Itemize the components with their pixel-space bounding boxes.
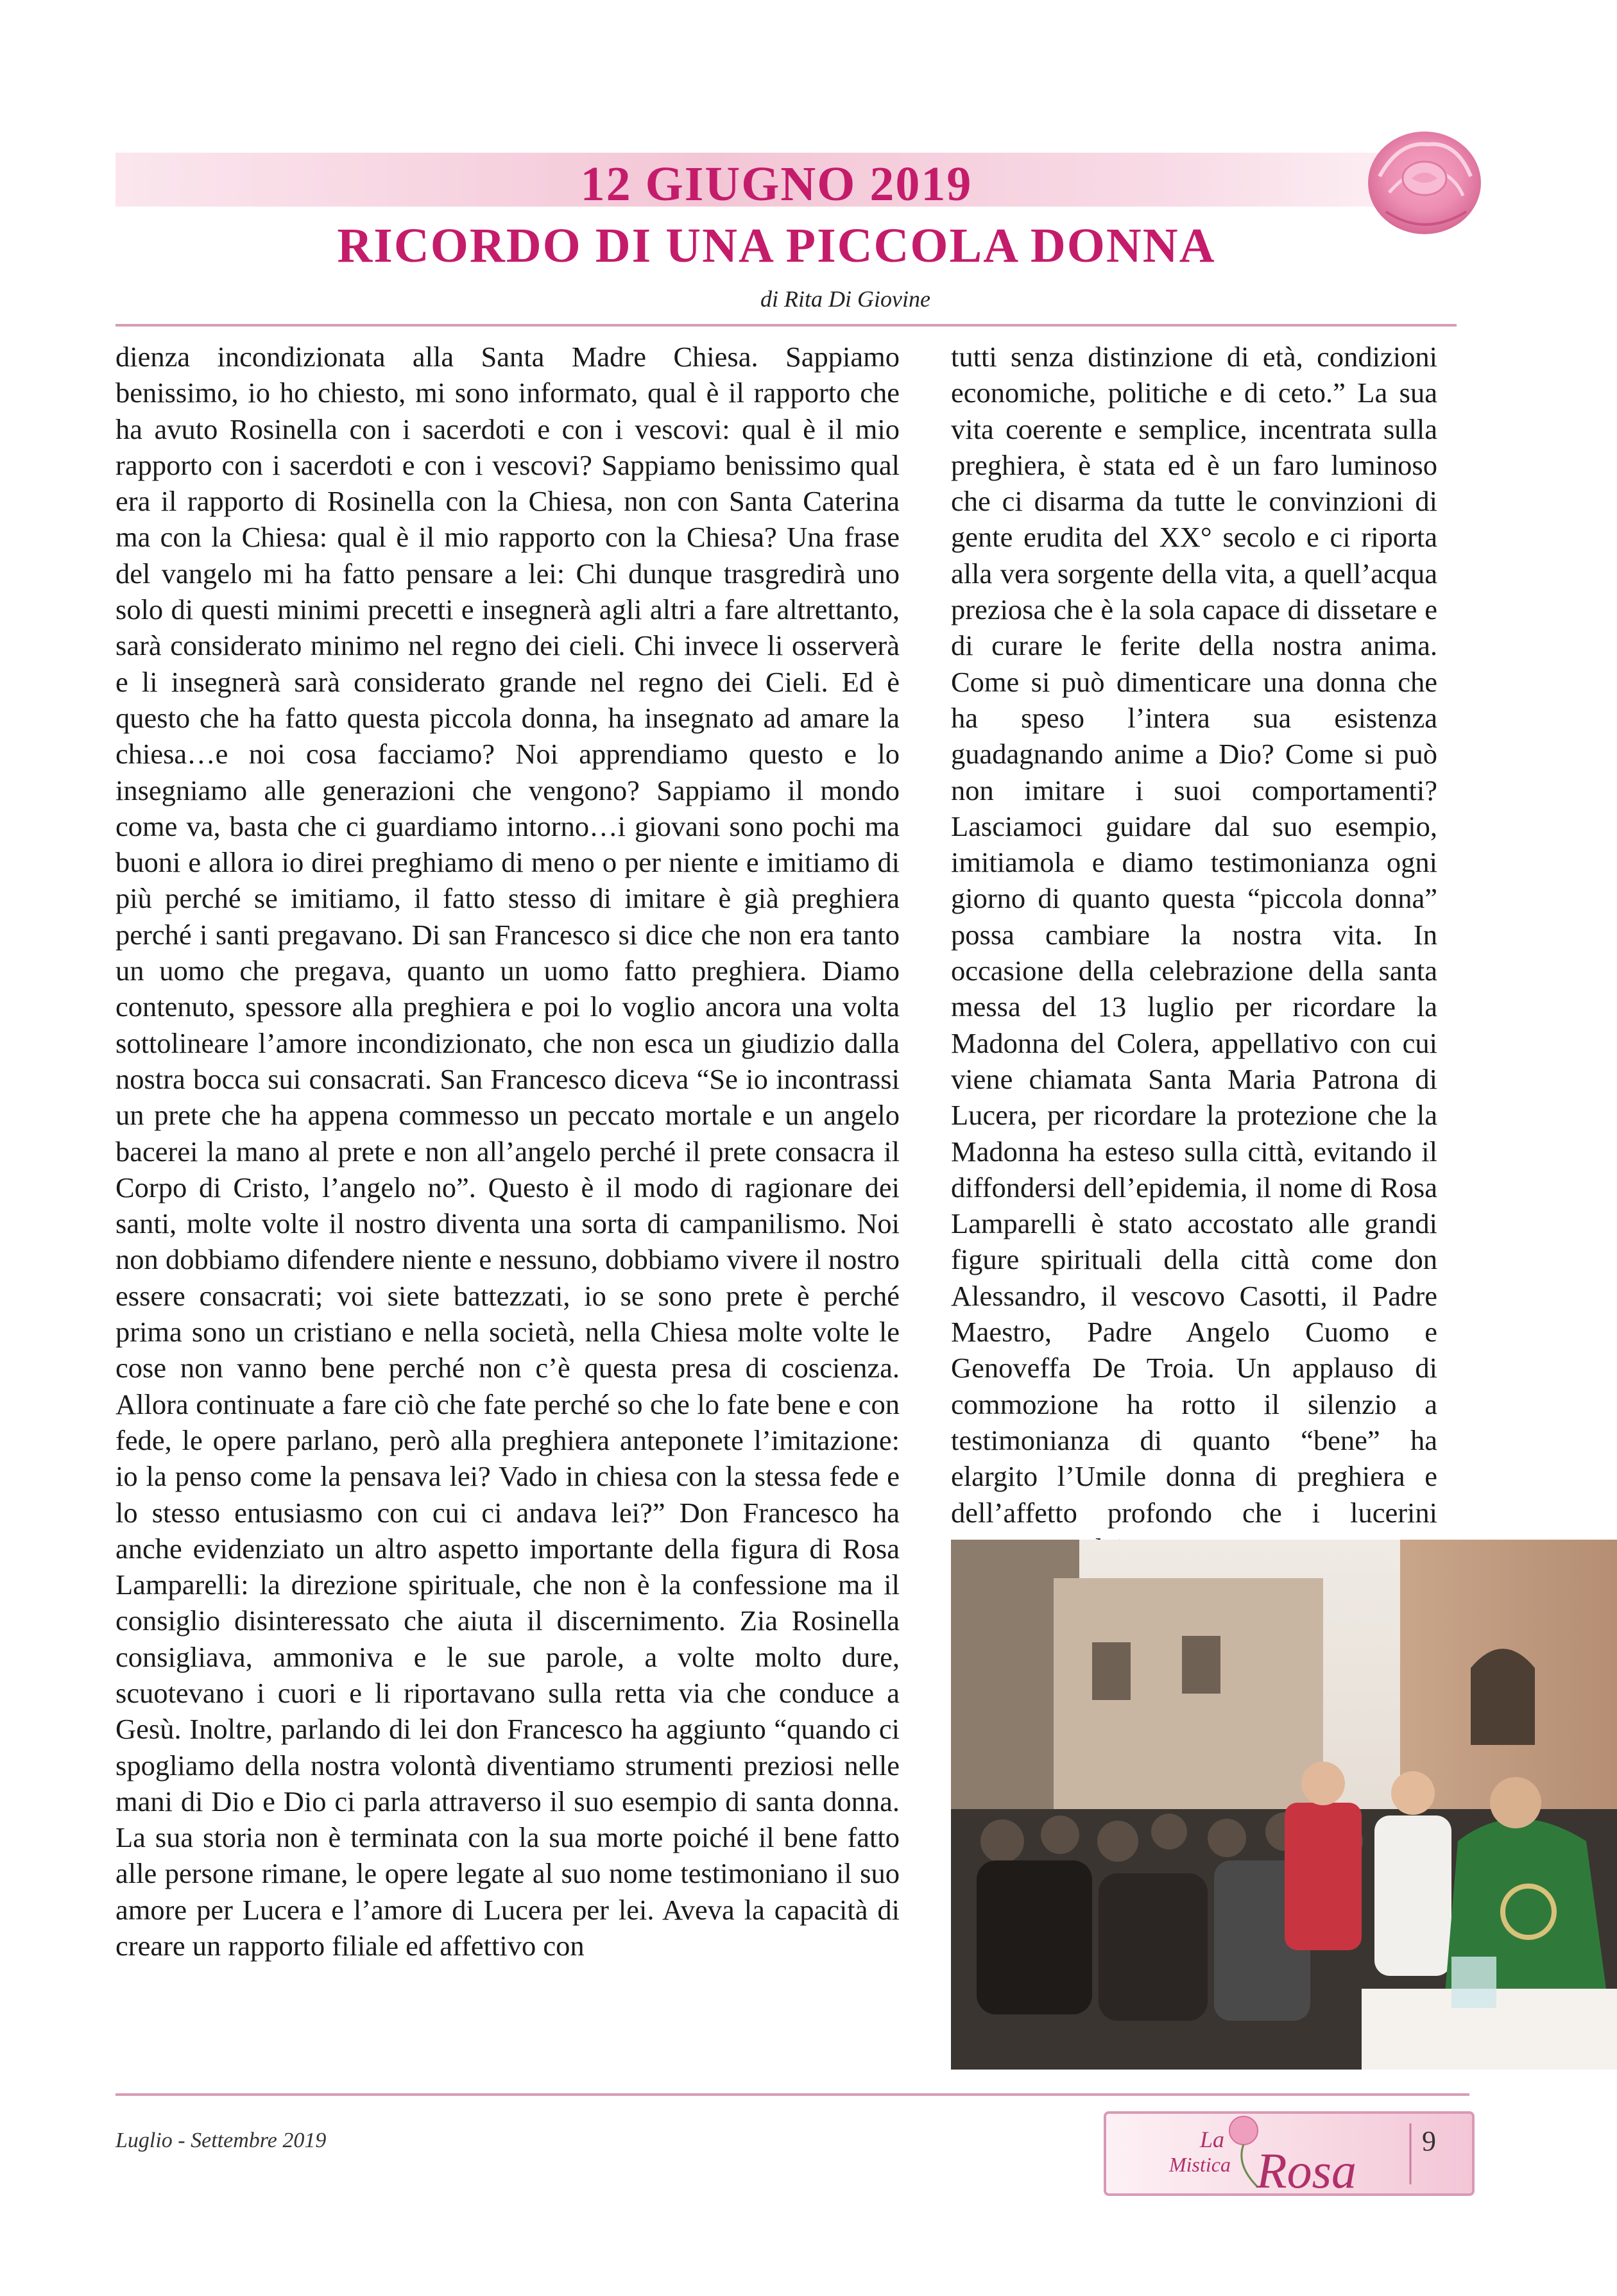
logo-rosa: Rosa — [1256, 2143, 1356, 2198]
page-number: 9 — [1422, 2125, 1436, 2157]
event-photo — [951, 1540, 1617, 2070]
logo-la: La — [1200, 2127, 1225, 2152]
article-title: RICORDO DI UNA PICCOLA DONNA — [337, 219, 1216, 273]
logo-mistica: Mistica — [1169, 2153, 1231, 2176]
footer-rule — [116, 2093, 1469, 2096]
article-column-left: dienza incondizionata alla Santa Madre Chiesa. Sappiamo benissimo, io ho chiesto, mi sono informato, qual è il rapporto che ha avuto Rosinella con i sacerdoti e con i vescovi: qual è il mio rapporto con i sacerdoti e con i vescovi? Sappiamo benissimo qual era il rapporto di Rosinella con la Chiesa, non con Santa Caterina ma con la Chiesa: qual è il mio rapporto con la Chiesa? Una frase del vangelo mi ha fatto pensare a lei: Chi dunque trasgredirà uno solo di questi minimi precetti e insegnerà agli altri a fare altrettanto, sarà considerato minimo nel regno dei cieli. Chi invece li osserverà e li insegnerà sarà considerato grande nel regno dei Cieli. Ed è questo che ha fatto questa piccola donna, ha insegnato ad amare la chiesa…e noi cosa facciamo? Noi apprendiamo questo e lo insegniamo alle generazioni che vengono? Sappiamo il mondo come va, basta che ci guardiamo intorno…i giovani sono pochi ma buoni e allora io direi preghiamo di meno o per niente e imitiamo di più perché se imitiamo, il fatto stesso di imitare è già preghiera perché i santi pregavano. Di san Francesco si dice che non era tanto un uomo che pregava, quanto un uomo fatto preghiera. Diamo contenuto, spessore alla preghiera e poi lo voglio ancora una volta sottolineare l’amore incondizionato, che non esca un giudizio dalla nostra bocca sui consacrati. San Francesco diceva “Se io incontrassi un prete che ha appena commesso un peccato mortale e un angelo bacerei la mano al prete e non all’angelo perché il prete consacra il Corpo di Cristo, l’angelo no”. Questo è il modo di ragionare dei santi, molte volte il nostro diventa una sorta di campanilismo. Noi non dobbiamo difendere niente e nessuno, dobbiamo vivere il nostro essere consacrati; voi siete battezzati, io se sono prete è perché prima sono un cristiano e nella società, nella Chiesa molte volte le cose non vanno bene perché non c’è questa presa di coscienza. Allora continuate a fare ciò che fate perché so che lo fate bene e con fede, le opere parlano, però alla preghiera anteponete l’imitazione: io la penso come la pensava lei? Vado in chiesa con la stessa fede e lo stesso entusiasmo con cui ci andava lei?” Don Francesco ha anche evidenziato un altro aspetto importante della figura di Rosa Lamparelli: la direzione spirituale, che non è la confessione ma il consiglio disinteressato che aiuta il discernimento. Zia Rosinella consigliava, ammoniva e le sue parole, a volte molto dure, scuotevano i cuori e li riportavano sulla retta via che conduce a Gesù. Inoltre, parlando di lei don Francesco ha aggiunto “quando ci spogliamo della nostra volontà diventiamo strumenti preziosi nelle mani di Dio e Dio ci parla attraverso il suo esempio di santa donna. La sua storia non è terminata con la sua morte poiché il bene fatto alle persone rimane, le opere legate al suo nome testimoniano il suo amore per Lucera e l’amore di Lucera per lei. Aveva la capacità di creare un rapporto filiale ed affettivo con — [116, 341, 900, 1962]
article-column-right: tutti senza distinzione di età, condizioni economiche, politiche e di ceto.” La sua vita coerente e semplice, incentrata sulla preghiera, è stata ed è un faro luminoso che ci disarma da tutte le convinzioni di gente erudita del XX° secolo e ci riporta alla vera sorgente della vita, a quell’acqua preziosa che è la sola capace di dissetare e di curare le ferite della nostra anima. Come si può dimenticare una donna che ha speso l’intera sua esistenza guadagnando anime a Dio? Come si può non imitare i suoi comportamenti? Lasciamoci guidare dal suo esempio, imitiamola e diamo testimonianza ogni giorno di quanto questa “piccola donna” possa cambiare la nostra vita. In occasione della celebrazione della santa messa del 13 luglio per ricordare la Madonna del Colera, appellativo con cui viene chiamata Santa Maria Patrona di Lucera, per ricordare la protezione che la Madonna ha esteso sulla città, evitando il diffondersi dell’epidemia, il nome di Rosa Lamparelli è stato accostato alle grandi figure spirituali della città come don Alessandro, il vescovo Casotti, il Padre Maestro, Padre Angelo Cuomo e Genoveffa De Troia. Un applauso di commozione ha rotto il silenzio a testimonianza di quanto “bene” ha elargito l’Umile donna di preghiera e dell’affetto profondo che i lucerini — [951, 341, 1437, 1529]
issue-date: Luglio - Settembre 2019 — [116, 2129, 327, 2152]
header-rule — [116, 324, 1457, 327]
article-title-date: 12 GIUGNO 2019 — [580, 157, 973, 211]
magazine-logo — [1104, 2107, 1476, 2197]
article-byline: di Rita Di Giovine — [760, 286, 930, 312]
